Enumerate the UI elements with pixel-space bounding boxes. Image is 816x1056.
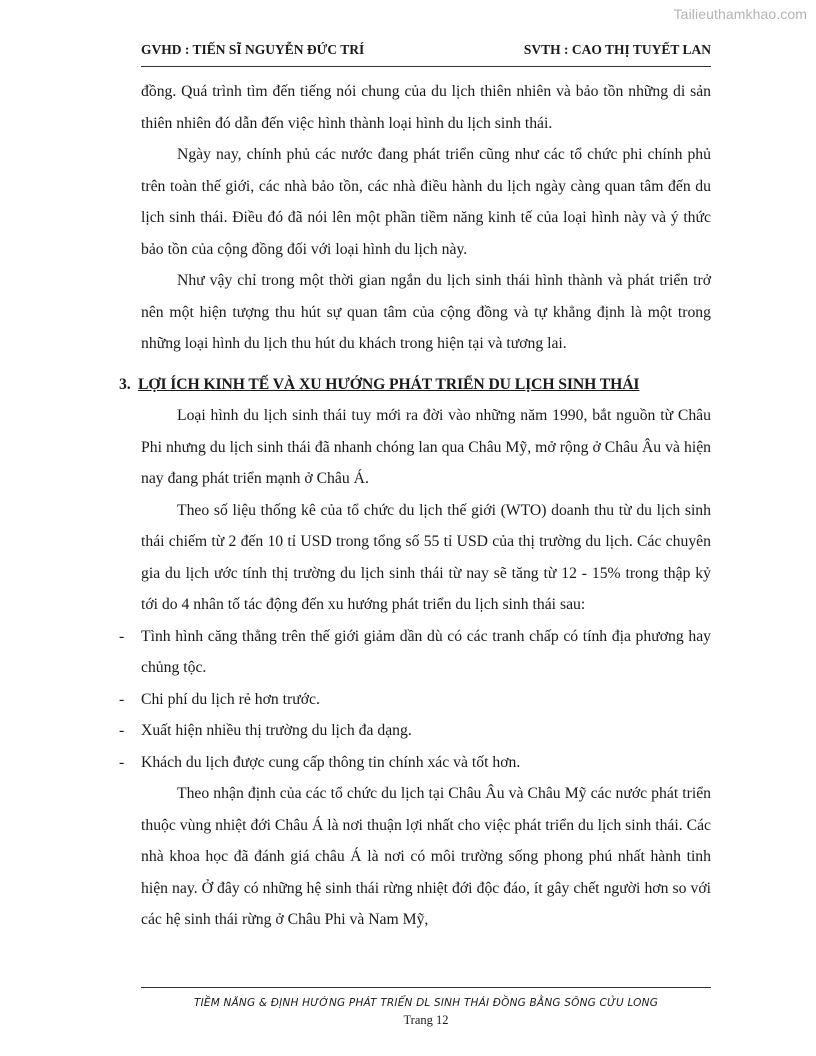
section-heading — [119, 369, 711, 401]
list-item — [119, 621, 711, 684]
list-item — [119, 715, 711, 747]
paragraph: Như vậy chỉ trong một thời gian ngắn du lịch sinh thái hình thành và phát triển trở nên một hiện tượng thu hút sự quan tâm của cộng đồng và tự khẳng định là một trong những loại hình du lịch thu hút du khách trong hiện tại và tương lai. — [141, 272, 711, 352]
page-footer — [141, 987, 711, 1028]
bullet-dash: - — [119, 722, 125, 739]
section-title: LỢI ÍCH KINH TẾ VÀ XU HƯỚNG PHÁT TRIỂN DU LỊCH SINH THÁI — [138, 375, 640, 393]
list-item-text: Khách du lịch được cung cấp thông tin chính xác và tốt hơn. — [141, 753, 521, 771]
page-content — [119, 76, 711, 936]
paragraph: Loại hình du lịch sinh thái tuy mới ra đời vào những năm 1990, bắt nguồn từ Châu Phi nhưng du lịch sinh thái đã nhanh chóng lan qua Châu Mỹ, mở rộng ở Châu Âu và hiện nay đang phát triển mạnh ở Châu Á. — [141, 407, 711, 487]
page-header — [141, 42, 711, 67]
list-item — [119, 747, 711, 779]
bullet-dash: - — [119, 753, 125, 771]
bullet-dash: - — [119, 690, 125, 708]
watermark: Tailieuthamkhao.com — [673, 6, 807, 22]
section-number: 3. — [119, 375, 131, 393]
page-number: Trang 12 — [403, 1013, 449, 1027]
paragraph: Theo số liệu thống kê của tổ chức du lịch thế giới (WTO) doanh thu từ du lịch sinh thái chiếm từ 2 đến 10 tỉ USD trong tổng số 55 tỉ USD của thị trường du lịch. Các chuyên gia du lịch ước tính thị trường du lịch sinh thái từ nay sẽ tăng từ 12 - 15% trong thập kỷ tới do 4 nhân tố tác động đến xu hướng phát triển du lịch sinh thái sau: — [141, 501, 711, 613]
footer-title: TIỀM NĂNG & ĐỊNH HƯỚNG PHÁT TRIỂN DL SINH THÁI ĐỒNG BẰNG SÔNG CỬU LONG — [193, 997, 659, 1009]
paragraph: Ngày nay, chính phủ các nước đang phát triển cũng như các tổ chức phi chính phủ trên toàn thế giới, các nhà bảo tồn, các nhà điều hành du lịch ngày càng quan tâm đến du lịch sinh thái. Điều đó đã nói lên một phần tiềm năng kinh tế của loại hình này và ý thức bảo tồn của cộng đồng đối với loại hình du lịch này. — [141, 146, 711, 258]
list-item-text: Tình hình căng thẳng trên thế giới giảm dần dù có các tranh chấp có tính địa phương hay chủng tộc. — [141, 627, 711, 676]
bullet-dash: - — [119, 627, 125, 645]
list-item — [119, 684, 711, 716]
header-instructor: GVHD : TIẾN SĨ NGUYỄN ĐỨC TRÍ — [141, 42, 365, 57]
header-student: SVTH : CAO THỊ TUYẾT LAN — [523, 42, 711, 57]
list-item-text: Xuất hiện nhiều thị trường du lịch đa dạng. — [141, 722, 412, 739]
paragraph: Theo nhận định của các tổ chức du lịch tại Châu Âu và Châu Mỹ các nước phát triển thuộc vùng nhiệt đới Châu Á là nơi thuận lợi nhất cho việc phát triển du lịch sinh thái. Các nhà khoa học đã đánh giá châu Á là nơi có môi trường sống phong phú nhất hành tinh hiện nay. Ở đây có những hệ sinh thái rừng nhiệt đới độc đáo, ít gây chết người hơn so với các hệ sinh thái rừng ở Châu Phi và Nam Mỹ, — [141, 785, 711, 928]
list-item-text: Chi phí du lịch rẻ hơn trước. — [141, 690, 320, 708]
paragraph: đồng. Quá trình tìm đến tiếng nói chung của du lịch thiên nhiên và bảo tồn những di sản thiên nhiên đó dẫn đến việc hình thành loại hình du lịch sinh thái. — [141, 83, 711, 132]
